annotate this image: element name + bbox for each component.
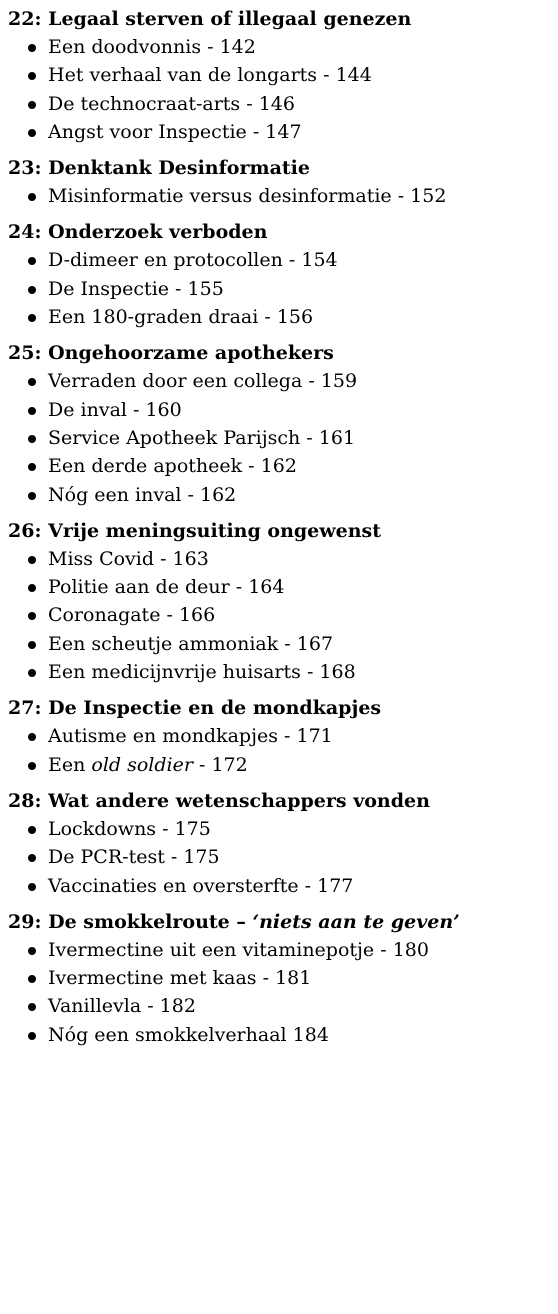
chapter-28 bbox=[8, 788, 558, 900]
page-number: 167 bbox=[296, 632, 334, 655]
chapter-name: Denktank Desinformatie bbox=[48, 157, 310, 180]
section-list bbox=[8, 33, 558, 146]
page-number: 166 bbox=[178, 604, 216, 627]
list-item: Een 180-graden draai - 156 bbox=[26, 303, 558, 331]
chapter-title bbox=[8, 219, 558, 246]
chapter-title bbox=[8, 340, 558, 367]
section-title: Miss Covid bbox=[48, 547, 155, 570]
page-number: 172 bbox=[211, 753, 248, 776]
section-title: Vanillevla bbox=[48, 995, 142, 1018]
section-title: Vaccinaties en oversterfte bbox=[48, 874, 299, 897]
list-item: Miss Covid - 163 bbox=[26, 545, 558, 573]
section-title: Nóg een smokkelverhaal bbox=[48, 1023, 287, 1046]
section-title: Coronagate bbox=[48, 604, 161, 627]
page-number: 162 bbox=[260, 455, 297, 478]
page-number: 162 bbox=[199, 483, 237, 506]
page-number: 181 bbox=[275, 967, 312, 990]
page-number: 144 bbox=[335, 64, 372, 87]
list-item: Een doodvonnis - 142 bbox=[26, 33, 558, 61]
chapter-name: Onderzoek verboden bbox=[48, 221, 268, 244]
section-title: Politie aan de deur bbox=[48, 576, 230, 599]
list-item: Een old soldier - 172 bbox=[26, 751, 558, 779]
chapter-26 bbox=[8, 518, 558, 686]
section-title: Ivermectine uit een vitaminepotje bbox=[48, 938, 375, 961]
chapter-title bbox=[8, 909, 558, 936]
chapter-name: Vrije meningsuiting ongewenst bbox=[48, 519, 381, 542]
list-item: Coronagate - 166 bbox=[26, 601, 558, 629]
list-item: Een medicijnvrije huisarts - 168 bbox=[26, 658, 558, 686]
section-title: Een medicijnvrije huisarts bbox=[48, 661, 301, 684]
page-number: 156 bbox=[276, 306, 314, 329]
chapter-22 bbox=[8, 6, 558, 146]
section-title: Het verhaal van de longarts bbox=[48, 64, 318, 87]
chapter-29 bbox=[8, 909, 558, 1049]
section-title: Angst voor Inspectie bbox=[48, 120, 247, 143]
section-list bbox=[8, 367, 558, 508]
section-list bbox=[8, 545, 558, 686]
chapter-name: De smokkelroute – bbox=[48, 910, 253, 933]
section-title-prefix: Een bbox=[48, 753, 92, 776]
section-list bbox=[8, 246, 558, 331]
chapter-name: Legaal sterven of illegaal genezen bbox=[48, 8, 412, 30]
chapter-name: De Inspectie en de mondkapjes bbox=[48, 697, 382, 720]
page-number: 160 bbox=[145, 398, 182, 421]
section-list bbox=[8, 936, 558, 1049]
chapter-name-italic: ‘niets aan te geven’ bbox=[252, 910, 460, 933]
section-list bbox=[8, 815, 558, 900]
list-item: Verraden door een collega - 159 bbox=[26, 367, 558, 395]
section-title: De technocraat-arts bbox=[48, 92, 241, 115]
section-title: De inval bbox=[48, 398, 127, 421]
chapter-number: 22: bbox=[8, 8, 42, 30]
section-title: Misinformatie versus desinformatie bbox=[48, 185, 392, 208]
chapter-number: 23: bbox=[8, 157, 42, 180]
section-title: Een scheutje ammoniak bbox=[48, 632, 279, 655]
chapter-23 bbox=[8, 155, 558, 210]
section-title: Verraden door een collega bbox=[48, 370, 303, 393]
chapter-27 bbox=[8, 695, 558, 779]
list-item: De Inspectie - 155 bbox=[26, 275, 558, 303]
list-item: De technocraat-arts - 146 bbox=[26, 90, 558, 118]
chapter-title bbox=[8, 788, 558, 815]
page-number: 175 bbox=[174, 817, 211, 840]
section-title: Ivermectine met kaas bbox=[48, 967, 257, 990]
chapter-number: 29: bbox=[8, 910, 42, 933]
section-title: Autisme en mondkapjes bbox=[48, 725, 278, 748]
page-number: 154 bbox=[301, 249, 338, 272]
list-item: Vanillevla - 182 bbox=[26, 992, 558, 1020]
page-number: 146 bbox=[258, 92, 295, 115]
section-title: D-dimeer en protocollen bbox=[48, 249, 283, 272]
list-item: De PCR-test - 175 bbox=[26, 843, 558, 871]
list-item: De inval - 160 bbox=[26, 396, 558, 424]
section-title: Service Apotheek Parijsch bbox=[48, 426, 301, 449]
section-title: Nóg een inval bbox=[48, 483, 182, 506]
chapter-title bbox=[8, 695, 558, 722]
chapter-number: 28: bbox=[8, 789, 42, 812]
chapter-number: 25: bbox=[8, 342, 42, 365]
list-item: Autisme en mondkapjes - 171 bbox=[26, 722, 558, 750]
list-item: Het verhaal van de longarts - 144 bbox=[26, 61, 558, 89]
page-number: 163 bbox=[172, 547, 209, 570]
page-number: 164 bbox=[248, 576, 285, 599]
page-number: 180 bbox=[392, 938, 429, 961]
section-list bbox=[8, 722, 558, 779]
list-item: Misinformatie versus desinformatie - 152 bbox=[26, 182, 558, 210]
page-number: 147 bbox=[265, 120, 302, 143]
list-item: Politie aan de deur - 164 bbox=[26, 573, 558, 601]
list-item: Ivermectine uit een vitaminepotje - 180 bbox=[26, 936, 558, 964]
section-title: Een doodvonnis bbox=[48, 36, 202, 58]
list-item: Een scheutje ammoniak - 167 bbox=[26, 630, 558, 658]
page-number: 171 bbox=[296, 725, 333, 748]
chapter-24 bbox=[8, 219, 558, 331]
list-item: Nóg een inval - 162 bbox=[26, 481, 558, 509]
chapter-name: Ongehoorzame apothekers bbox=[48, 342, 334, 365]
page-number: 155 bbox=[187, 277, 224, 300]
chapter-number: 24: bbox=[8, 221, 42, 244]
page-number: 152 bbox=[410, 185, 447, 208]
page-number: 182 bbox=[159, 995, 196, 1018]
chapter-title bbox=[8, 155, 558, 182]
section-title: De Inspectie bbox=[48, 277, 170, 300]
list-item: Vaccinaties en oversterfte - 177 bbox=[26, 872, 558, 900]
page-number: 175 bbox=[183, 846, 220, 869]
section-title: Lockdowns bbox=[48, 817, 157, 840]
page-number: 177 bbox=[317, 874, 354, 897]
page-number: 161 bbox=[318, 426, 356, 449]
section-title: De PCR-test bbox=[48, 846, 165, 869]
page-number: 159 bbox=[320, 370, 358, 393]
chapter-number: 27: bbox=[8, 697, 42, 720]
page-number: 168 bbox=[319, 661, 356, 684]
section-list bbox=[8, 182, 558, 210]
chapter-title bbox=[8, 518, 558, 545]
page-number: 184 bbox=[292, 1023, 329, 1046]
page-number: 142 bbox=[219, 36, 256, 58]
chapter-name: Wat andere wetenschappers vonden bbox=[48, 789, 430, 812]
list-item: Angst voor Inspectie - 147 bbox=[26, 118, 558, 146]
list-item: D-dimeer en protocollen - 154 bbox=[26, 246, 558, 274]
chapter-title bbox=[8, 6, 558, 33]
list-item: Service Apotheek Parijsch - 161 bbox=[26, 424, 558, 452]
chapter-25 bbox=[8, 340, 558, 508]
list-item: Lockdowns - 175 bbox=[26, 815, 558, 843]
chapter-number: 26: bbox=[8, 519, 42, 542]
list-item: Ivermectine met kaas - 181 bbox=[26, 964, 558, 992]
list-item: Een derde apotheek - 162 bbox=[26, 452, 558, 480]
section-title-italic: old soldier bbox=[91, 753, 193, 776]
section-title: Een 180-graden draai bbox=[48, 306, 259, 329]
list-item bbox=[26, 1021, 558, 1049]
section-title: Een derde apotheek bbox=[48, 455, 243, 478]
